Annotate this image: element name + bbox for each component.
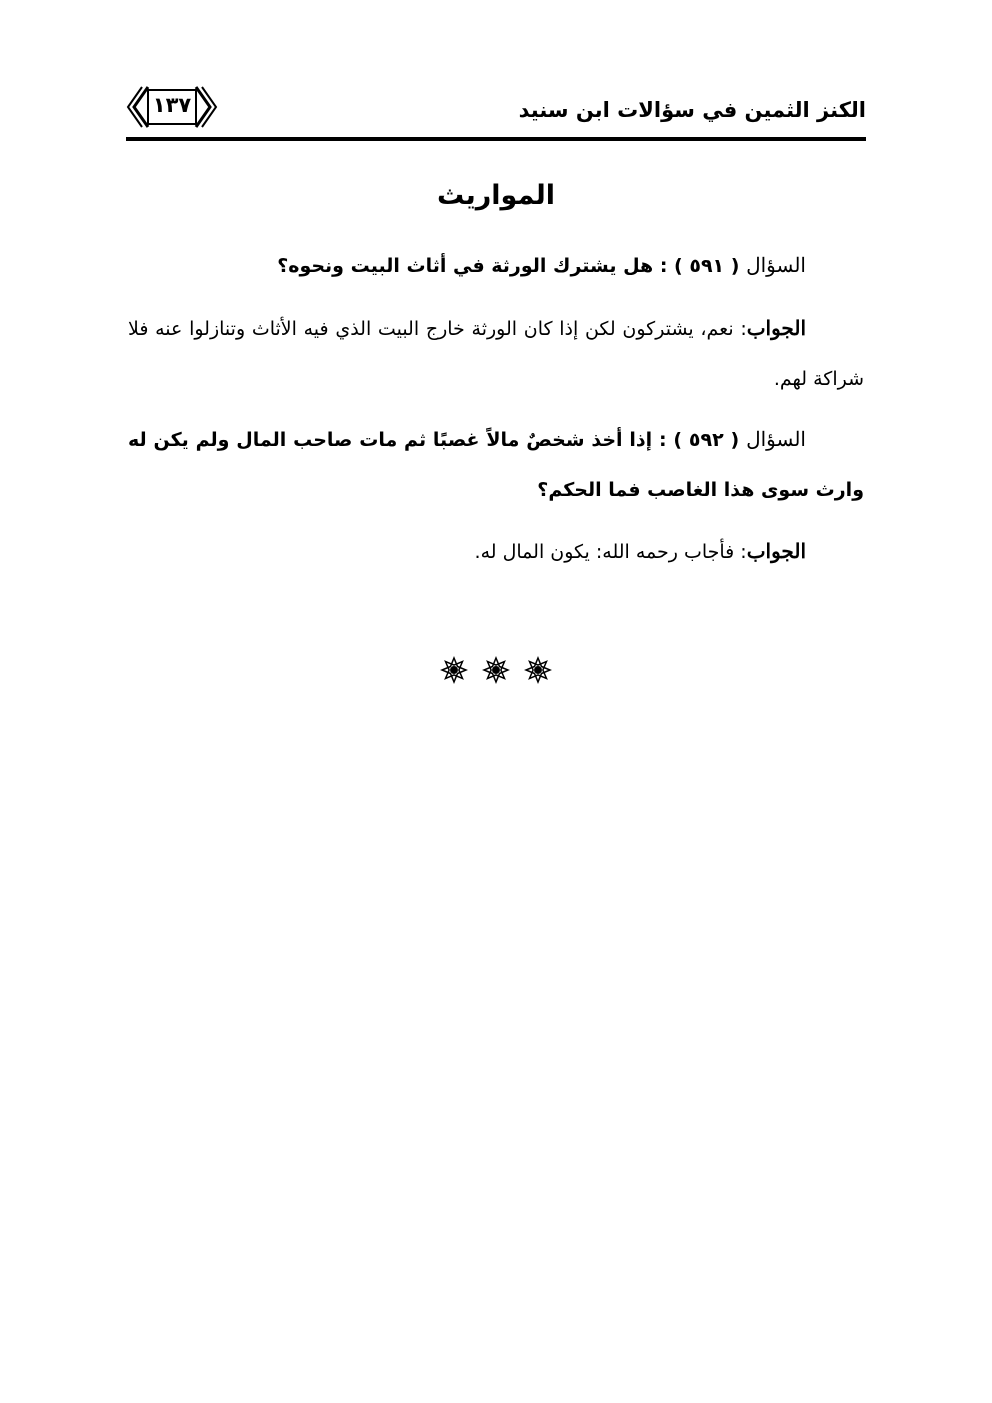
answer-text: : فأجاب رحمه الله: يكون المال له. <box>474 541 747 563</box>
page-header <box>126 84 866 140</box>
header-divider <box>126 137 866 141</box>
answer-591 <box>128 303 864 404</box>
question-text: ( ٥٩٢ ) : إذا أخذ شخصٌ مالاً غصبًا ثم مات صاحب المال ولم يكن له وارث سوى هذا الغاصب فما الحكم؟ <box>128 429 864 501</box>
flower-ornament-icon <box>482 654 510 686</box>
question-text: ( ٥٩١ ) : هل يشترك الورثة في أثاث البيت ونحوه؟ <box>277 255 747 277</box>
question-592 <box>128 414 864 515</box>
section-title: المواريث <box>437 180 555 211</box>
page-number-frame <box>126 84 218 130</box>
question-label: السؤال <box>746 427 806 451</box>
question-label: السؤال <box>746 253 806 277</box>
answer-label: الجواب <box>746 316 806 340</box>
book-title: الكنز الثمين في سؤالات ابن سنيد <box>518 98 866 122</box>
question-591 <box>128 240 864 291</box>
answer-label: الجواب <box>746 539 806 563</box>
flower-ornament-icon <box>440 654 468 686</box>
page-number: ١٣٧ <box>152 93 192 117</box>
section-end-ornaments <box>440 654 552 686</box>
flower-ornament-icon <box>524 654 552 686</box>
answer-592 <box>128 526 864 577</box>
answer-text: : نعم، يشتركون لكن إذا كان الورثة خارج البيت الذي فيه الأثاث وتنازلوا عنه فلا شراكة لهم. <box>128 318 864 390</box>
